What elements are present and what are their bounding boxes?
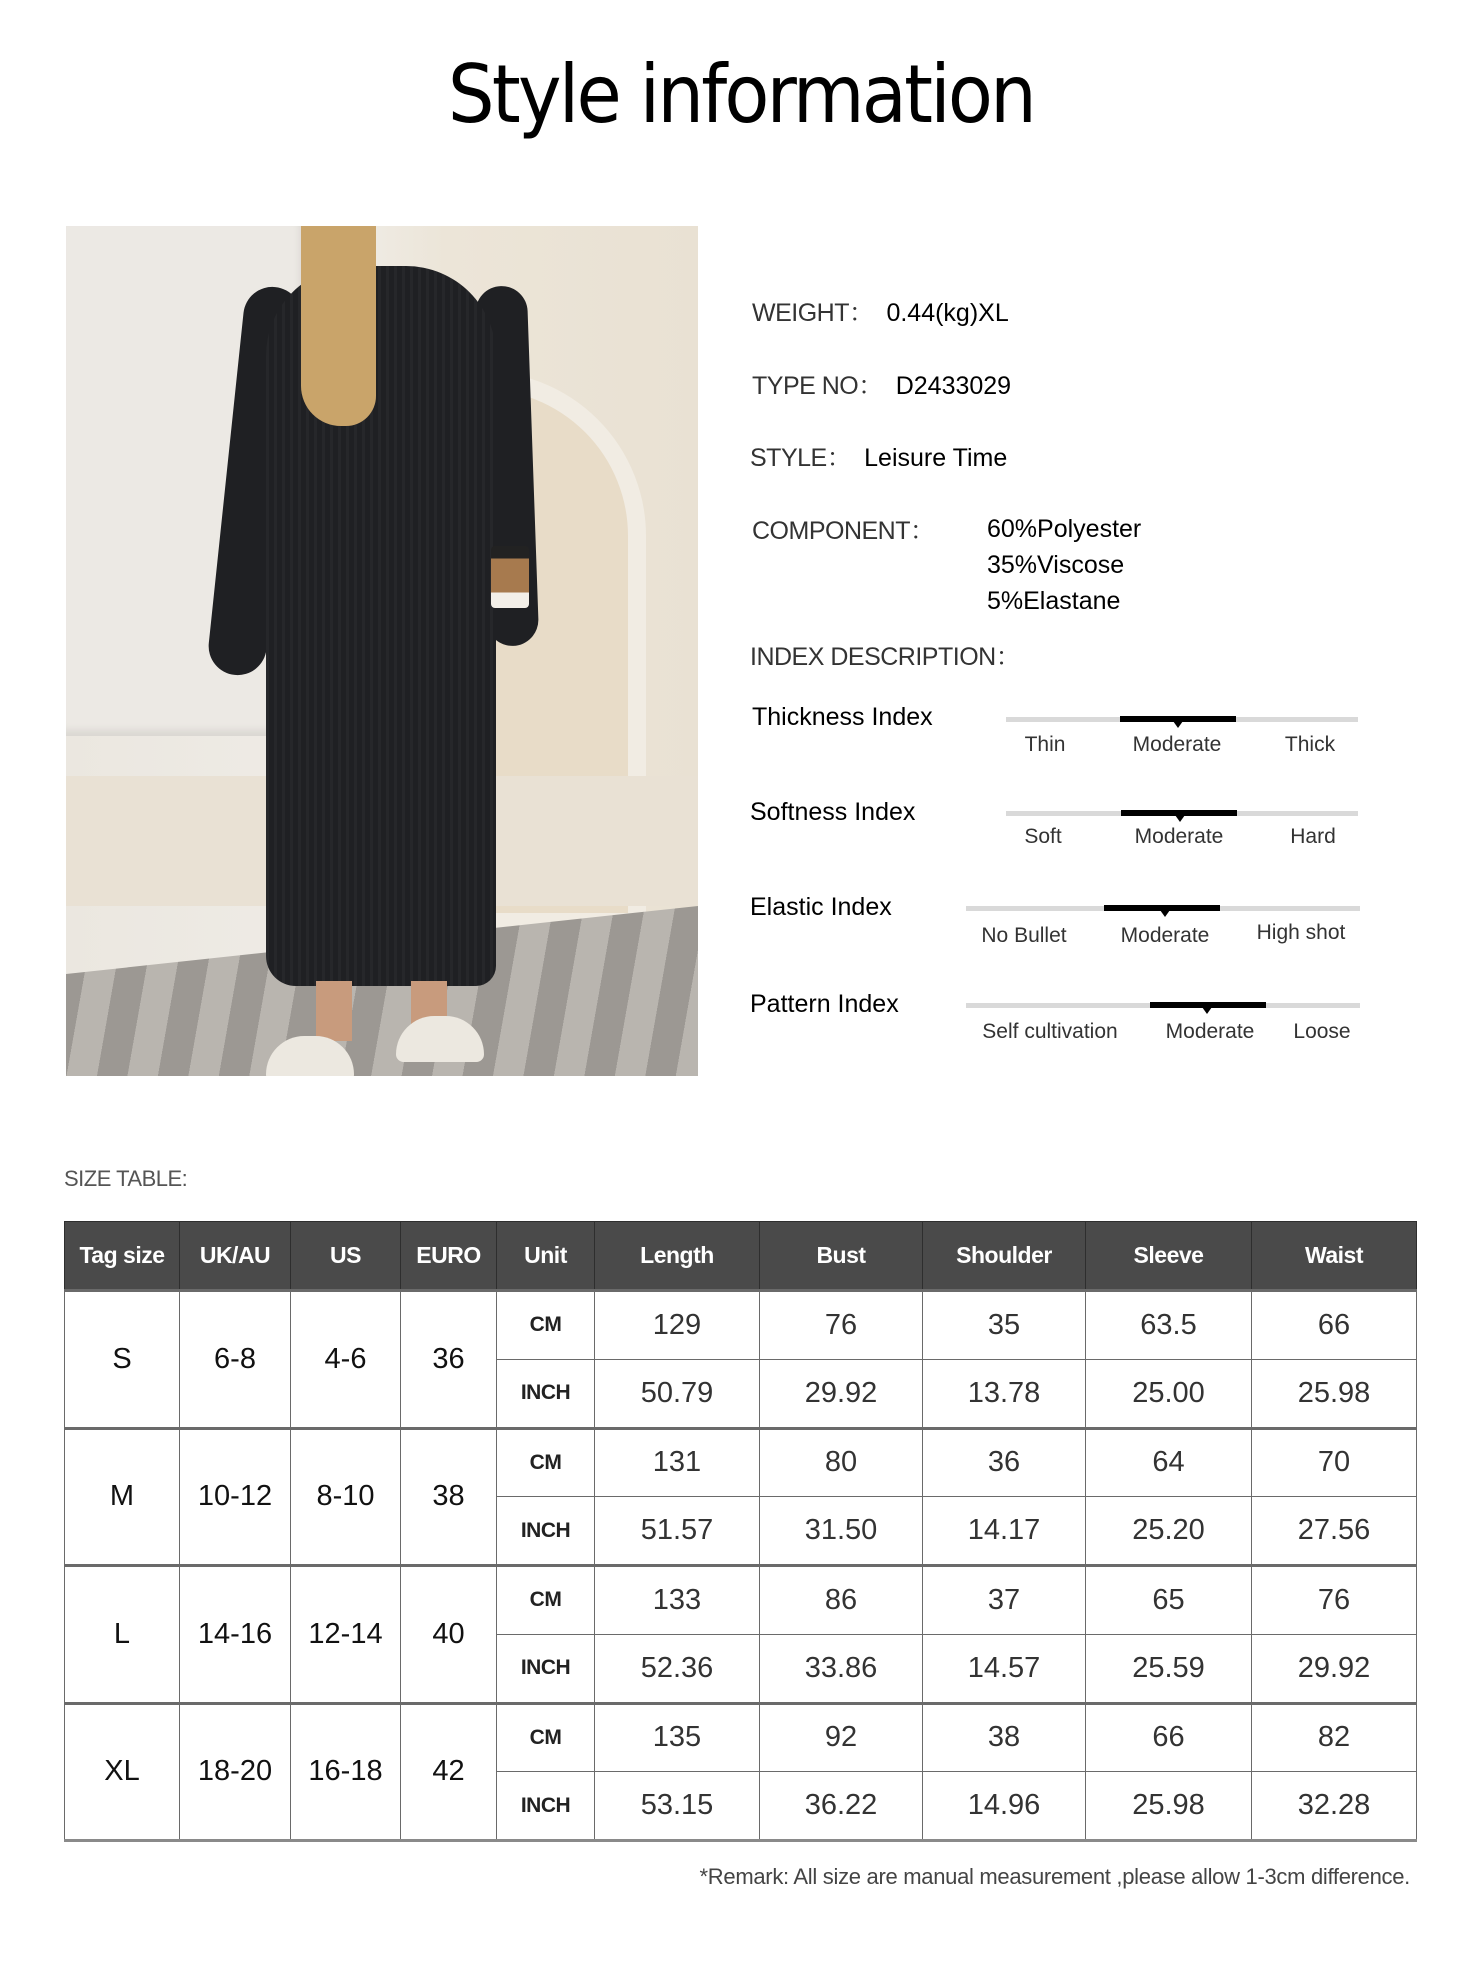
cell-shoulder: 36 — [923, 1428, 1086, 1497]
cell-bust: 92 — [760, 1703, 923, 1772]
thickness-option-thick: Thick — [1284, 733, 1336, 756]
cell-bust: 80 — [760, 1428, 923, 1497]
cell-tag-size: XL — [65, 1703, 180, 1841]
thickness-option-moderate: Moderate — [1132, 733, 1222, 756]
page-title: Style information — [447, 48, 1035, 141]
cell-length: 52.36 — [595, 1634, 760, 1703]
cell-tag-size: M — [65, 1428, 180, 1566]
table-row-m-cm — [65, 1428, 1417, 1497]
spec-style — [750, 438, 1007, 474]
header-length: Length — [595, 1222, 760, 1291]
cell-waist: 66 — [1252, 1291, 1417, 1360]
size-table-header-row — [65, 1222, 1417, 1291]
index-title-softness: Softness Index — [750, 798, 916, 826]
header-unit: Unit — [497, 1222, 595, 1291]
cell-bust: 86 — [760, 1566, 923, 1635]
cell-length: 131 — [595, 1428, 760, 1497]
cell-sleeve: 64 — [1086, 1428, 1252, 1497]
index-description-label: INDEX DESCRIPTION： — [750, 643, 1021, 671]
cell-unit: INCH — [497, 1772, 595, 1841]
header-waist: Waist — [1252, 1222, 1417, 1291]
softness-option-moderate: Moderate — [1134, 825, 1224, 848]
cell-length: 133 — [595, 1566, 760, 1635]
spec-style-value: Leisure Time — [864, 444, 1008, 472]
cell-shoulder: 13.78 — [923, 1359, 1086, 1428]
thickness-option-thin: Thin — [1024, 733, 1066, 756]
cell-unit: INCH — [497, 1634, 595, 1703]
size-table — [64, 1221, 1417, 1842]
elastic-option-high-shot: High shot — [1256, 921, 1346, 944]
cell-shoulder: 14.96 — [923, 1772, 1086, 1841]
size-table-label: SIZE TABLE: — [64, 1166, 188, 1191]
spec-component-values — [987, 511, 1141, 619]
softness-option-soft: Soft — [1024, 825, 1062, 848]
softness-option-hard: Hard — [1290, 825, 1336, 848]
table-row-l-cm — [65, 1566, 1417, 1635]
cell-euro: 36 — [401, 1291, 497, 1429]
pattern-option-self-cultivation: Self cultivation — [982, 1020, 1118, 1043]
header-euro: EURO — [401, 1222, 497, 1291]
softness-marker-icon — [1175, 815, 1185, 822]
measurement-remark: *Remark: All size are manual measurement ,please allow 1-3cm difference. — [699, 1864, 1410, 1889]
cell-length: 135 — [595, 1703, 760, 1772]
elastic-option-moderate: Moderate — [1120, 924, 1210, 947]
spec-type-no-label: TYPE NO： — [752, 372, 883, 400]
cell-uk-au: 14-16 — [180, 1566, 291, 1704]
component-polyester: 60%Polyester — [987, 515, 1142, 543]
pattern-option-loose: Loose — [1293, 1020, 1351, 1043]
cell-unit: INCH — [497, 1359, 595, 1428]
component-viscose: 35%Viscose — [987, 551, 1125, 579]
elastic-option-no-bullet: No Bullet — [981, 924, 1067, 947]
spec-type-no — [752, 366, 1011, 402]
cell-length: 50.79 — [595, 1359, 760, 1428]
cell-sleeve: 25.00 — [1086, 1359, 1252, 1428]
cell-bust: 76 — [760, 1291, 923, 1360]
spec-weight-label: WEIGHT： — [752, 299, 874, 327]
model-hair — [301, 226, 376, 426]
cell-sleeve: 66 — [1086, 1703, 1252, 1772]
cell-shoulder: 37 — [923, 1566, 1086, 1635]
cell-euro: 42 — [401, 1703, 497, 1841]
cell-waist: 76 — [1252, 1566, 1417, 1635]
cell-us: 12-14 — [291, 1566, 401, 1704]
pattern-option-moderate: Moderate — [1165, 1020, 1255, 1043]
cell-waist: 29.92 — [1252, 1634, 1417, 1703]
spec-weight-value: 0.44(kg)XL — [886, 299, 1009, 327]
cell-us: 8-10 — [291, 1428, 401, 1566]
cell-waist: 70 — [1252, 1428, 1417, 1497]
cell-unit: CM — [497, 1703, 595, 1772]
cell-uk-au: 18-20 — [180, 1703, 291, 1841]
index-description-heading — [750, 637, 1020, 673]
cell-unit: CM — [497, 1428, 595, 1497]
coffee-cup — [491, 546, 529, 608]
model-leg-left — [316, 981, 352, 1041]
table-row-s-cm — [65, 1291, 1417, 1360]
cell-bust: 36.22 — [760, 1772, 923, 1841]
cell-unit: CM — [497, 1291, 595, 1360]
cell-euro: 38 — [401, 1428, 497, 1566]
elastic-marker-icon — [1160, 910, 1170, 917]
cell-sleeve: 65 — [1086, 1566, 1252, 1635]
product-photo — [66, 226, 698, 1076]
cell-waist: 25.98 — [1252, 1359, 1417, 1428]
cell-bust: 29.92 — [760, 1359, 923, 1428]
header-us: US — [291, 1222, 401, 1291]
cell-waist: 27.56 — [1252, 1497, 1417, 1566]
spec-weight — [752, 293, 1009, 329]
cell-uk-au: 10-12 — [180, 1428, 291, 1566]
cell-sleeve: 63.5 — [1086, 1291, 1252, 1360]
cell-sleeve: 25.59 — [1086, 1634, 1252, 1703]
cell-length: 51.57 — [595, 1497, 760, 1566]
cell-length: 53.15 — [595, 1772, 760, 1841]
cell-us: 16-18 — [291, 1703, 401, 1841]
cell-sleeve: 25.98 — [1086, 1772, 1252, 1841]
header-bust: Bust — [760, 1222, 923, 1291]
cell-us: 4-6 — [291, 1291, 401, 1429]
header-shoulder: Shoulder — [923, 1222, 1086, 1291]
cell-waist: 32.28 — [1252, 1772, 1417, 1841]
header-sleeve: Sleeve — [1086, 1222, 1252, 1291]
cell-uk-au: 6-8 — [180, 1291, 291, 1429]
thickness-marker-icon — [1173, 721, 1183, 728]
spec-type-no-value: D2433029 — [895, 372, 1012, 400]
index-title-pattern: Pattern Index — [750, 990, 899, 1018]
cell-shoulder: 38 — [923, 1703, 1086, 1772]
header-uk-au: UK/AU — [180, 1222, 291, 1291]
spec-component-label-wrap — [752, 511, 935, 547]
cell-shoulder: 35 — [923, 1291, 1086, 1360]
cell-euro: 40 — [401, 1566, 497, 1704]
table-row-xl-cm — [65, 1703, 1417, 1772]
cell-tag-size: L — [65, 1566, 180, 1704]
cell-waist: 82 — [1252, 1703, 1417, 1772]
cell-shoulder: 14.57 — [923, 1634, 1086, 1703]
cell-bust: 31.50 — [760, 1497, 923, 1566]
cell-sleeve: 25.20 — [1086, 1497, 1252, 1566]
spec-style-label: STYLE： — [750, 444, 852, 472]
cell-shoulder: 14.17 — [923, 1497, 1086, 1566]
index-title-thickness: Thickness Index — [752, 703, 933, 731]
cell-length: 129 — [595, 1291, 760, 1360]
cell-tag-size: S — [65, 1291, 180, 1429]
index-title-elastic: Elastic Index — [750, 893, 892, 921]
component-elastane: 5%Elastane — [987, 587, 1121, 615]
cell-unit: INCH — [497, 1497, 595, 1566]
cell-unit: CM — [497, 1566, 595, 1635]
cell-bust: 33.86 — [760, 1634, 923, 1703]
spec-component-label: COMPONENT： — [752, 517, 935, 545]
header-tag-size: Tag size — [65, 1222, 180, 1291]
pattern-marker-icon — [1202, 1007, 1212, 1014]
